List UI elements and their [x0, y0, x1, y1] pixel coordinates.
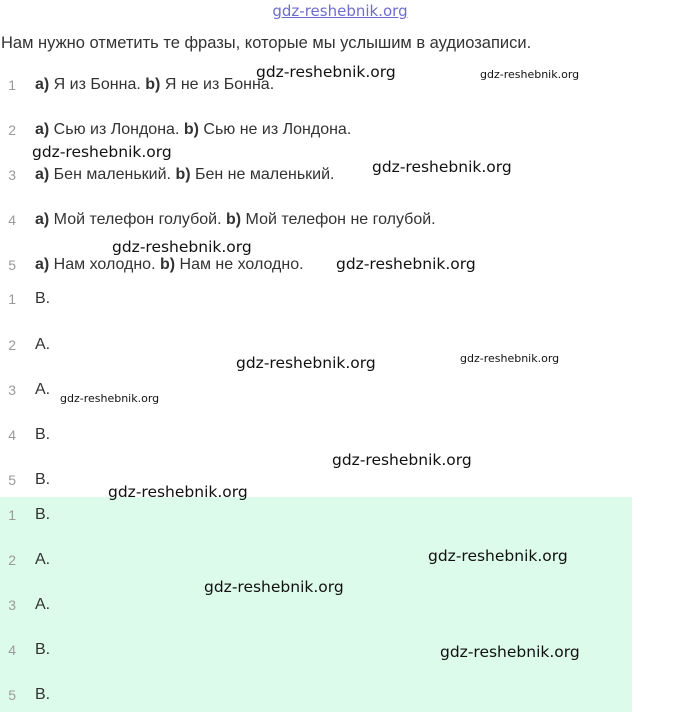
answer-value: A. — [35, 551, 51, 568]
item-number: 2 — [8, 552, 16, 568]
phrase-text — [35, 256, 304, 274]
option-a-label: a) — [35, 256, 50, 273]
option-a-label: a) — [35, 211, 50, 228]
phrase-item — [0, 254, 304, 276]
answer-value: B. — [35, 471, 51, 488]
watermark-text: gdz-reshebnik.org — [112, 238, 252, 256]
watermark-text: gdz-reshebnik.org — [372, 158, 512, 176]
watermark-text: gdz-reshebnik.org — [460, 352, 560, 365]
answer-value: B. — [35, 506, 51, 523]
watermark-text: gdz-reshebnik.org — [440, 643, 580, 661]
answer-item — [0, 684, 50, 706]
phrase-item — [0, 164, 334, 186]
answer-value: B. — [35, 686, 51, 703]
watermark-text: gdz-reshebnik.org — [256, 63, 396, 81]
answer-item — [0, 594, 50, 616]
watermark-text: gdz-reshebnik.org — [428, 547, 568, 565]
option-a-label: a) — [35, 166, 50, 183]
phrase-text — [35, 76, 274, 94]
item-number: 4 — [8, 427, 16, 443]
answer-value: B. — [35, 641, 51, 658]
item-number: 1 — [8, 507, 16, 523]
option-b-text: Нам не холодно. — [175, 256, 304, 273]
answer-item — [0, 379, 50, 401]
item-number: 4 — [8, 642, 16, 658]
answer-value: A. — [35, 596, 51, 613]
task-instruction: Нам нужно отметить те фразы, которые мы услышим в аудиозаписи. — [1, 34, 532, 52]
phrase-text — [35, 121, 351, 139]
item-number: 3 — [8, 597, 16, 613]
watermark-text: gdz-reshebnik.org — [60, 392, 160, 405]
option-b-label: b) — [159, 256, 176, 273]
watermark-text: gdz-reshebnik.org — [32, 143, 172, 161]
item-number: 3 — [8, 382, 16, 398]
answer-item — [0, 639, 50, 661]
watermark-text: gdz-reshebnik.org — [204, 578, 344, 596]
phrase-text — [35, 166, 334, 184]
answer-value: A. — [35, 381, 51, 398]
option-a-text: Сью из Лондона. — [49, 121, 184, 138]
item-number: 4 — [8, 212, 16, 228]
answer-item — [0, 549, 50, 571]
watermark-text: gdz-reshebnik.org — [336, 255, 476, 273]
option-a-text: Нам холодно. — [49, 256, 160, 273]
option-b-label: b) — [145, 76, 161, 93]
answer-item — [0, 288, 50, 310]
option-a-label: a) — [35, 121, 50, 138]
phrase-item — [0, 119, 351, 141]
answer-item — [0, 424, 50, 446]
item-number: 5 — [8, 472, 16, 488]
watermark-text: gdz-reshebnik.org — [480, 68, 580, 81]
answer-value: B. — [35, 290, 51, 307]
option-b-text: Мой телефон не голубой. — [241, 211, 436, 228]
item-number: 1 — [8, 291, 16, 307]
option-b-text: Я не из Бонна. — [160, 76, 275, 93]
watermark-text: gdz-reshebnik.org — [332, 451, 472, 469]
option-a-text: Бен маленький. — [49, 166, 176, 183]
item-number: 5 — [8, 257, 16, 273]
answer-item — [0, 504, 50, 526]
answer-item — [0, 469, 50, 491]
watermark-text: gdz-reshebnik.org — [108, 483, 248, 501]
highlighted-answer-panel — [0, 497, 632, 712]
option-b-text: Бен не маленький. — [190, 166, 335, 183]
option-b-label: b) — [175, 166, 191, 183]
answer-value: A. — [35, 336, 51, 353]
phrase-item — [0, 209, 436, 231]
option-a-label: a) — [35, 76, 50, 93]
option-b-label: b) — [183, 121, 199, 138]
item-number: 2 — [8, 337, 16, 353]
answer-value: B. — [35, 426, 51, 443]
site-link[interactable]: gdz-reshebnik.org — [272, 2, 408, 20]
item-number: 1 — [8, 77, 16, 93]
watermark-text: gdz-reshebnik.org — [236, 354, 376, 372]
phrase-text — [35, 211, 436, 229]
answer-item — [0, 334, 50, 356]
item-number: 2 — [8, 122, 16, 138]
item-number: 5 — [8, 687, 16, 703]
option-a-text: Мой телефон голубой. — [49, 211, 226, 228]
phrase-item — [0, 74, 274, 96]
option-b-text: Сью не из Лондона. — [198, 121, 352, 138]
option-b-label: b) — [226, 211, 242, 228]
option-a-text: Я из Бонна. — [49, 76, 146, 93]
item-number: 3 — [8, 167, 16, 183]
